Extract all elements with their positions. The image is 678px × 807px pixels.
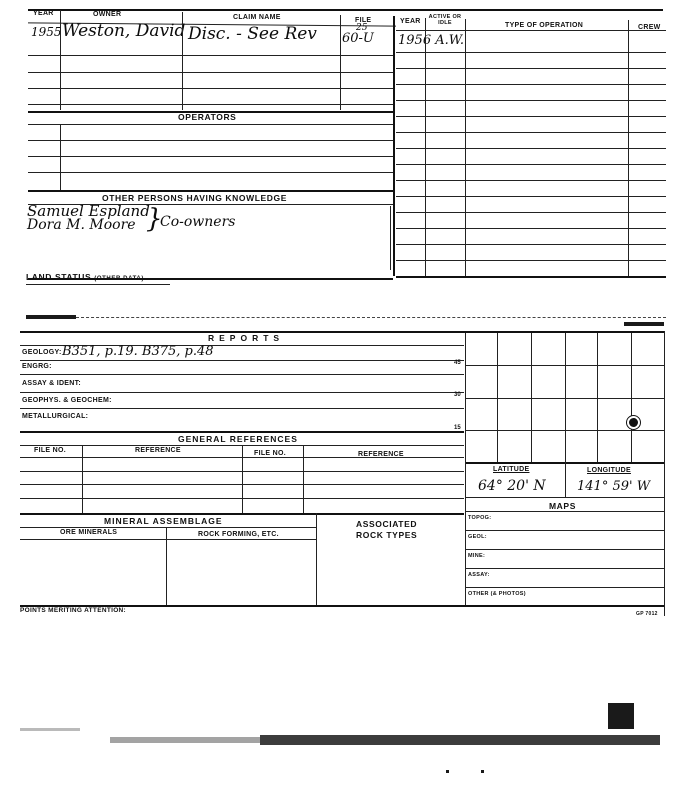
entry-file-superscript: 25 (356, 23, 368, 33)
header-claim-name: CLAIM NAME (233, 14, 281, 21)
location-marker (627, 416, 640, 429)
scale-45: 45 (454, 360, 461, 366)
rock-forming-label: ROCK FORMING, ETC. (198, 531, 279, 538)
latitude-value: 64° 20' N (478, 478, 546, 494)
entry-claim: Disc. - See Rev (188, 24, 317, 44)
maps-assay-label: ASSAY: (468, 572, 490, 578)
other-persons-heading: OTHER PERSONS HAVING KNOWLEDGE (102, 193, 288, 203)
mineral-assemblage-heading: MINERAL ASSEMBLAGE (104, 516, 223, 526)
general-references-heading: GENERAL REFERENCES (178, 434, 298, 444)
land-status-heading: LAND STATUS (OTHER DATA) (26, 272, 144, 282)
header-crew: CREW (638, 24, 661, 31)
entry-year: 1955 (31, 25, 62, 39)
ref-reference-1: REFERENCE (135, 447, 181, 454)
longitude-value: 141° 59' W (577, 479, 651, 494)
operators-heading: OPERATORS (178, 112, 237, 122)
reports-heading: REPORTS (208, 333, 285, 343)
maps-mine-label: MINE: (468, 553, 486, 559)
longitude-label: LONGITUDE (587, 467, 631, 474)
header-active-idle: ACTIVE OR IDLE (428, 14, 462, 26)
header-owner: OWNER (93, 11, 122, 18)
maps-other-label: OTHER (& PHOTOS) (468, 591, 526, 597)
entry-file: 60-U (342, 31, 374, 46)
header-type-of-operation: TYPE OF OPERATION (505, 22, 584, 29)
ore-minerals-label: ORE MINERALS (60, 529, 118, 536)
geophys-label: GEOPHYS. & GEOCHEM: (22, 397, 112, 404)
header-file: FILE (355, 17, 372, 24)
maps-geol-label: GEOL: (468, 534, 487, 540)
engrg-label: ENGRG: (22, 363, 52, 370)
ref-reference-2: REFERENCE (358, 451, 404, 458)
header-year2: YEAR (400, 18, 421, 25)
geology-label: GEOLOGY: (22, 349, 62, 356)
brace: } (146, 204, 163, 234)
latitude-label: LATITUDE (493, 466, 530, 473)
maps-topog-label: TOPOG: (468, 515, 492, 521)
scale-15: 15 (454, 425, 461, 431)
ref-file-no-1: FILE NO. (34, 447, 66, 454)
other-person-1: Samuel Espland (27, 202, 150, 220)
header-year: YEAR (33, 10, 54, 17)
other-persons-note: Co-owners (160, 214, 236, 230)
metallurgical-label: METALLURGICAL: (22, 413, 89, 420)
points-meriting-attention: POINTS MERITING ATTENTION: (20, 607, 127, 614)
rock-types-label: ROCK TYPES (356, 530, 418, 540)
maps-heading: MAPS (549, 501, 576, 511)
assay-ident-label: ASSAY & IDENT: (22, 380, 82, 387)
entry-year2: 1956 A.W. (398, 33, 464, 48)
geology-value: B351, p.19. B375, p.48 (62, 344, 214, 359)
associated-label: ASSOCIATED (356, 519, 418, 529)
scale-30: 30 (454, 392, 461, 398)
form-number: GP 7012 (636, 611, 658, 617)
ref-file-no-2: FILE NO. (254, 450, 286, 457)
other-person-2: Dora M. Moore (27, 217, 136, 233)
section-divider (26, 315, 76, 319)
entry-owner: Weston, David (62, 21, 186, 41)
